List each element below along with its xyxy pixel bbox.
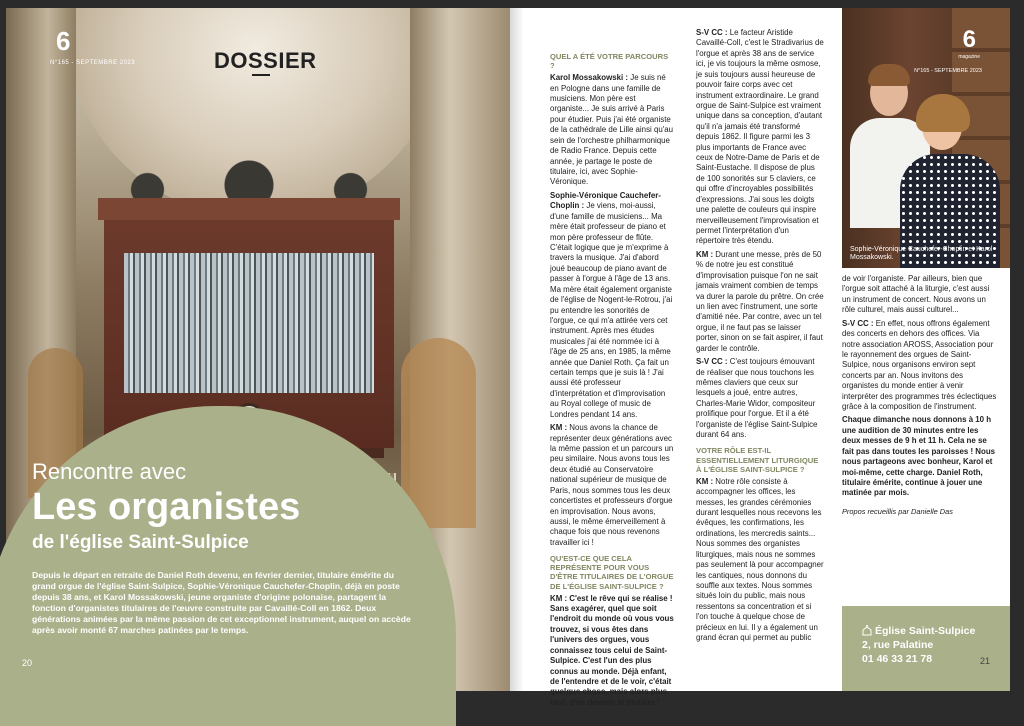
question-heading: QUEL A ÉTÉ VOTRE PARCOURS ? — [550, 52, 669, 71]
address-street: 2, rue Palatine — [862, 639, 934, 652]
answer-text: Durant une messe, près de 50 % de notre jeu est constitué d'improvisation puisque l'on ne sait jamais vraiment combien de temps va durer la parole du prêtre. On crée un lien avec l'instrument, une sorte d'amitié née. Par contre, avec un tel orgue, il ne faut pas se laisser porter, sinon on se fait aspirer, il faut garder le contrôle. — [696, 249, 824, 353]
answer-paragraph — [696, 477, 824, 644]
speaker: KM : — [550, 593, 568, 603]
magazine-logo: 6 — [962, 26, 976, 53]
answer-text: Le facteur Aristide Cavaillé-Coll, c'est le Stradivarius de l'orgue et après 38 ans de service ici, je vis toujours la même osmose, je suis toujours aussi heureuse de pouvoir faire corps avec cet instrument extraordinaire. Le grand orgue de Saint-Sulpice est vraiment unique dans sa conception, d'autant qu'il n'a jamais été transformé depuis 1862. Il figure parmi les 3 plus importants de France avec ceux de Notre-Dame de Paris et de Saint-Eustache. Il dispose de plus de 100 sonorités sur 5 claviers, ce qui offre d'incroyables possibilités d'expressions. J'ai sous les doigts une palette de couleurs qui inspire merveilleusement l'improvisation et permet l'interprétation d'un répertoire très étendu. — [696, 28, 824, 246]
organ-cornice — [98, 198, 400, 220]
address-name: Église Saint-Sulpice — [875, 625, 976, 637]
answer-paragraph: Chaque dimanche nous donnons à 10 h une audition de 30 minutes entre les deux messes de 9 h et 11 h. Cela ne se fait pas dans toutes les paroisses ! Nous nous partageons avec bonheur, Karol et moi-même, cette charge. Daniel Roth, titulaire émérite, continue à jouer une matinée par mois. — [842, 415, 996, 498]
magazine-logo: 6 — [56, 26, 71, 56]
page-number-right: 21 — [980, 656, 991, 666]
issue-label: N°165 - SEPTEMBRE 2023 — [50, 60, 136, 66]
organ-statues — [104, 158, 394, 203]
title-block — [32, 460, 432, 636]
section-title: DOSSIER — [214, 48, 317, 73]
answer-text: Je viens, moi-aussi, d'une famille de musiciens... Ma mère était professeur de piano et mon père professeur de flûte. C'était logique que je m'exprime à travers la musique. J'ai d'abord joué beaucoup de piano avant de passer à l'orgue à l'âge de 13 ans. Ma mère était également organiste de l'église de Nogent-le-Rotrou, j'ai pu entendre les sonorités de l'orgue, ce qui m'a attirée vers cet instrument. Après mes études musicales j'ai été nommée ici à l'âge de 25 ans, en 1985, la même année que Daniel Roth. Ça fait un certain temps que je suis là ! J'ai aussi été professeur d'interprétation et d'improvisation au Royal college of music de Londres pendant 14 ans. — [550, 201, 673, 419]
answer-paragraph — [696, 250, 824, 354]
page-number-rule — [980, 670, 994, 671]
address-block — [862, 624, 975, 667]
answer-paragraph — [696, 28, 824, 247]
answer-paragraph — [550, 73, 674, 188]
speaker: KM : — [696, 476, 714, 486]
right-page — [510, 8, 1010, 707]
speaker: S-V CC : — [696, 28, 728, 37]
answer-text: En effet, nous offrons également des concerts en dehors des offices. Via notre association AROSS, Association pour le rayonnement des orgues de Saint-Sulpice, nous organisons environ sept concerts par an. Nous invitons des organistes du monde entier à venir interpréter des programmes très éclectiques grâce à la composition de l'instrument. — [842, 318, 997, 412]
answer-paragraph: de voir l'organiste. Par ailleurs, bien que l'orgue soit attaché à la liturgie, c'est aussi un instrument de concert. Nous avons un rôle culturel, mais aussi culturel... — [842, 274, 990, 315]
magazine-label: magazine — [958, 54, 980, 60]
speaker: S-V CC : — [842, 318, 874, 328]
answer-paragraph — [696, 357, 824, 440]
answer-paragraph — [550, 594, 674, 709]
page-gutter — [510, 8, 524, 691]
title-line-1: Rencontre avec — [32, 459, 187, 484]
address-name-line — [862, 624, 975, 638]
answer-paragraph — [550, 423, 674, 548]
answer-text: Nous avons la chance de représenter deux générations avec la même passion et un parcours un peu similaire. Nous avons tous les deux étudié au Conservatoire national supérieur de musique de Paris, nous sommes tous les deux concertistes et professeurs d'orgue en improvisation. Nous avons, aussi, le même émerveillement à chaque fois que nous revenons travailler ici ! — [550, 423, 674, 547]
speaker: Sophie-Véronique Cauchefer-Choplin : — [550, 190, 661, 211]
section-rule — [252, 74, 270, 76]
organ-pipes — [124, 253, 374, 393]
text-column-3 — [842, 274, 997, 517]
answer-paragraph — [842, 319, 997, 413]
church-icon — [862, 625, 872, 635]
magazine-spread — [6, 8, 1010, 707]
question-heading: VOTRE RÔLE EST-IL ESSENTIELLEMENT LITURGIQUE À L'ÉGLISE SAINT-SULPICE ? — [696, 446, 819, 474]
speaker: KM : — [550, 423, 568, 433]
answer-text: C'est toujours émouvant de réaliser que nous touchons les mêmes claviers que ceux sur lesquels a joué, entre autres, Charles-Marie Widor, compositeur prolifique pour l'orgue. Et il a été l'organiste de l'église Saint-Sulpice durant 64 ans. — [696, 357, 818, 440]
left-page — [6, 8, 510, 691]
title-line-3: de l'église Saint-Sulpice — [32, 532, 249, 554]
organists-photo — [842, 8, 1010, 268]
answer-text: Je suis né en Pologne dans une famille de musiciens. Mon père est organiste... Je suis arrivé à Paris pour étudier. Puis j'ai été organiste de la cathédrale de Lille ainsi qu'au sein de l'orchestre philharmonique de Radio France. Depuis cette année, je partage le poste de titulaire, ici, avec Sophie-Véronique. — [550, 73, 674, 187]
byline: Propos recueillis par Danielle Das — [842, 506, 953, 516]
photo-caption: Sophie-Véronique Cauchefer-Choplin et Karol Mossakowski. — [850, 246, 993, 262]
answer-text: C'est le rêve qui se réalise ! Sans exagérer, quel que soit l'endroit du monde où vous vous trouvez, si vous êtes dans l'univers des orgues, vous connaissez tous celui de Saint-Sulpice. C'est l'un des plus connus au monde. Déjà enfant, de l'entendre et de le voir, c'était quelque chose, mais alors plus tard, d'en devenir le titulaire ! — [550, 593, 674, 707]
speaker: KM : — [696, 249, 714, 259]
text-column-1 — [550, 52, 674, 711]
answer-paragraph — [550, 191, 674, 420]
address-box — [842, 606, 1010, 691]
issue-label: N°165 - SEPTEMBRE 2023 — [914, 68, 982, 74]
title-line-2: Les organistes — [32, 486, 301, 529]
address-phone: 01 46 33 21 78 — [862, 653, 933, 666]
answer-text: Notre rôle consiste à accompagner les offices, les messes, les grandes cérémonies durant lesquelles nous recevons les évêques, les confirmations, les ordinations, les mercredis saints... Nous sommes des organistes liturgiques, mais nous ne sommes pas seulement là pour accompagner les cantiques, nous donnons du souffle aux textes. Nous sommes situés loin du public, mais nous ressentons sa concentration et si l'on touche à quelque chose de précieux en lui. Il y a également un grand écran qui permet au public — [696, 476, 824, 643]
speaker: Karol Mossakowski : — [550, 73, 629, 83]
page-number-left: 20 — [22, 658, 33, 668]
hair-karol — [868, 64, 910, 86]
intro-paragraph: Depuis le départ en retraite de Daniel Roth devenu, en février dernier, titulaire émérite du grand orgue de l'église Saint-Sulpice, Sophie-Véronique Cauchefer-Choplin, déjà en poste depuis 38 ans, et Karol Mossakowski, jeune organiste d'origine polonaise, partagent la fonction d'organistes titulaires de l'œuvre construite par Cavaillé-Coll en 1862. Deux générations animées par la même passion de cet exceptionnel instrument, auquel on accède après avoir monté 67 marches patinées par le temps. — [32, 570, 411, 636]
question-heading: QU'EST-CE QUE CELA REPRÉSENTE POUR VOUS D'ÊTRE TITULAIRES DE L'ORGUE DE L'ÉGLISE SAINT-SULPICE ? — [550, 554, 674, 591]
speaker: S-V CC : — [696, 357, 728, 367]
text-column-2 — [696, 28, 824, 647]
